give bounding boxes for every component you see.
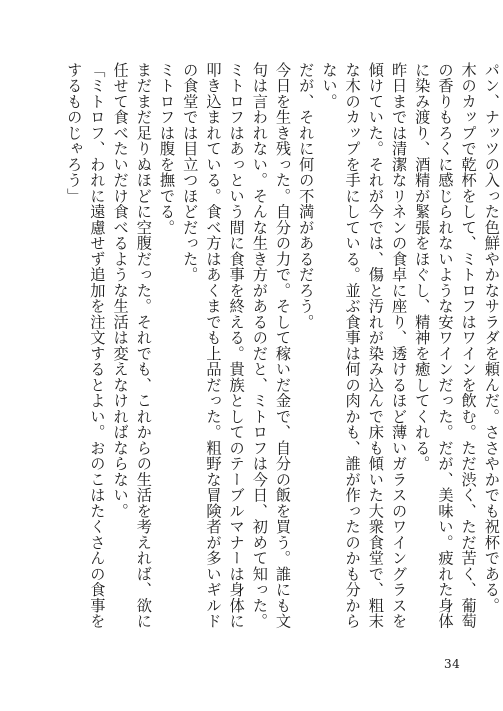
paragraph: 今日を生き残った。自分の力で。そして稼いだ金で、自分の飯を買う。誰にも文句は言われない。そんな生き方があるのだと、ミトロフは今日、初めて知った。	[250, 62, 293, 629]
paragraph: 「ミトロフ、われに遠慮せず追加を注文するとよい。おのこはたくさんの食事をするものじゃろう」	[65, 62, 107, 629]
paragraph: まだまだ足りぬほどに空腹だった。それでも、これからの生活を考えれば、欲に任せて食べたいだけ食べるような生活は変えなければならない。	[111, 62, 153, 629]
vertical-text-column	[62, 62, 503, 634]
body-text	[62, 62, 501, 634]
paragraph: ミトロフは腹を撫でる。	[158, 62, 177, 236]
paragraph: パン、ナッツの入った色鮮やかなサラダを頼んだ。ささやかでも祝杯である。	[482, 62, 501, 614]
paragraph: ミトロフはあっという間に食事を終える。貴族としてのテーブルマナーは身体に叩き込まれている。食べ方はあくまでも上品だった。粗野な冒険者が多いギルドの食堂では目立つほどだった。	[181, 62, 246, 629]
paragraph: 昨日までは清潔なリネンの食卓に座り、透けるほど薄いガラスのワイングラスを傾けていた。それが今では、傷と汚れが染み込んで床も傾いた大衆食堂で、粗末な木のカップを手にしている。並ぶ食事は何の肉かも、誰が作ったのかも分からない。	[320, 62, 409, 629]
paragraph: 木のカップで乾杯をして、ミトロフはワインを飲む。ただ渋く、ただ苦く、葡萄の香りもろくに感じられないような安ワインだった。だが、美味い。疲れた身体に染み渡り、酒精が緊張をほぐし、精神を癒してくれる。	[413, 62, 478, 629]
paragraph: だが、それに何の不満があるだろう。	[297, 62, 316, 330]
page-number: 34	[444, 657, 461, 671]
